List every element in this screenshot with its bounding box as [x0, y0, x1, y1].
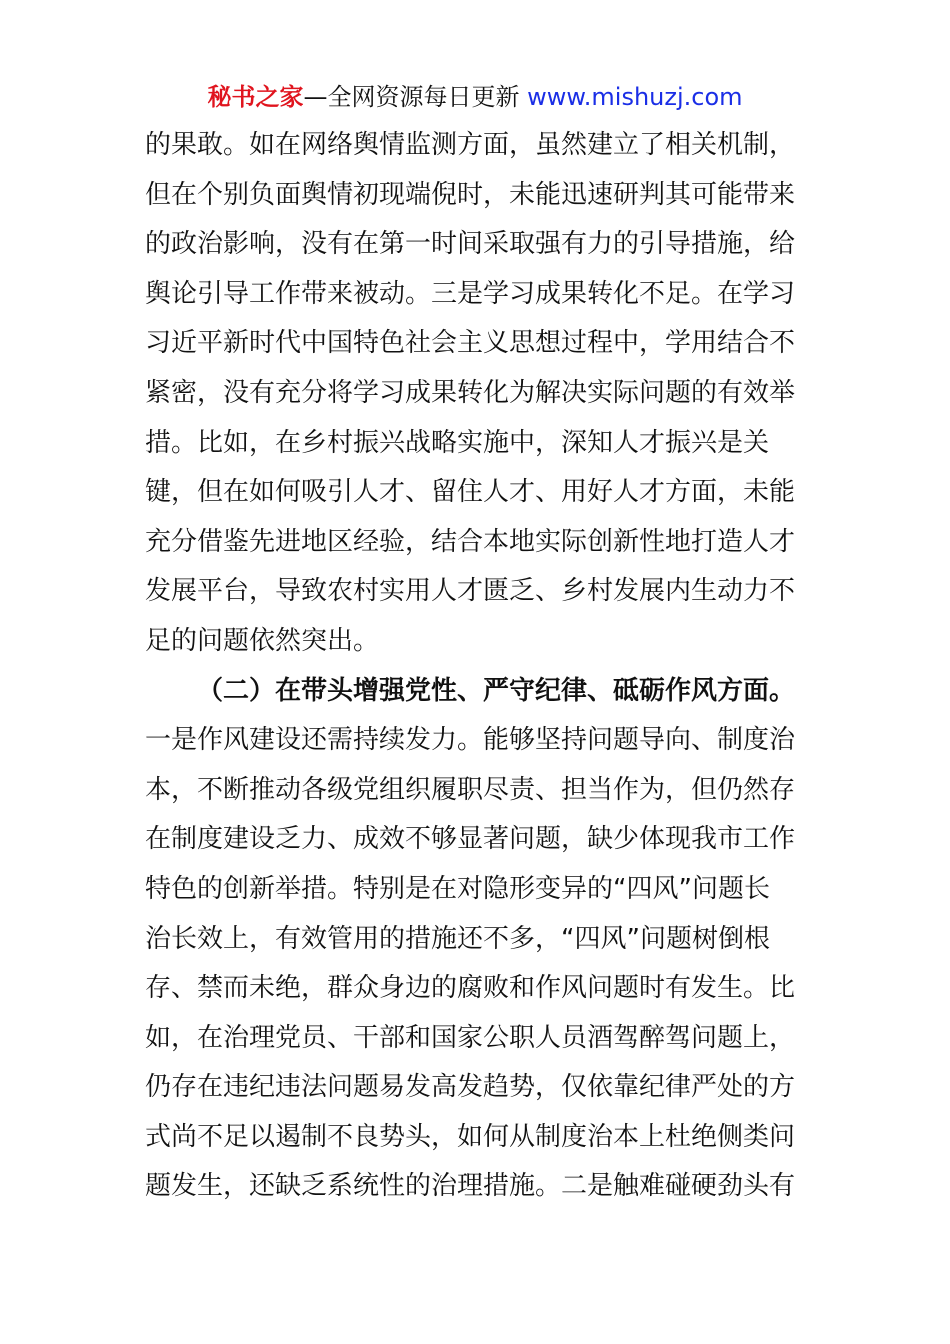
- text-line: 特色的创新举措。特别是在对隐形变异的“四风”问题长: [145, 873, 770, 904]
- text-line: 紧密，没有充分将学习成果转化为解决实际问题的有效举: [145, 377, 796, 408]
- text-line: 的政治影响，没有在第一时间采取强有力的引导措施，给: [145, 229, 796, 260]
- header-tagline: —全网资源每日更新: [303, 83, 528, 111]
- section-heading: （二）在带头增强党性、严守纪律、砥砺作风方面。: [197, 675, 796, 706]
- text-line: 存、禁而未绝，群众身边的腐败和作风问题时有发生。比: [145, 973, 796, 1004]
- text-line: 治长效上，有效管用的措施还不多，“四风”问题树倒根: [145, 923, 770, 954]
- text-line: 本，不断推动各级党组织履职尽责、担当作为，但仍然存: [145, 774, 796, 805]
- text-line: 措。比如，在乡村振兴战略实施中，深知人才振兴是关: [145, 427, 770, 458]
- text-line: 发展平台，导致农村实用人才匮乏、乡村发展内生动力不: [145, 576, 796, 607]
- header-site-link[interactable]: www.mishuzj.com: [527, 83, 743, 111]
- text-line: 舆论引导工作带来被动。三是学习成果转化不足。在学习: [145, 278, 796, 309]
- text-line: 键，但在如何吸引人才、留住人才、用好人才方面，未能: [145, 477, 796, 508]
- text-line: 式尚不足以遏制不良势头，如何从制度治本上杜绝侧类问: [145, 1121, 796, 1152]
- header-brand: 秘书之家: [207, 83, 304, 111]
- page-header: [0, 80, 950, 114]
- text-line: 题发生，还缺乏系统性的治理措施。二是触难碰硬劲头有: [145, 1171, 796, 1202]
- text-line: 充分借鉴先进地区经验，结合本地实际创新性地打造人才: [145, 526, 796, 557]
- text-line: 但在个别负面舆情初现端倪时，未能迅速研判其可能带来: [145, 179, 796, 210]
- text-line: 一是作风建设还需持续发力。能够坚持问题导向、制度治: [145, 725, 796, 756]
- text-line: 的果敢。如在网络舆情监测方面，虽然建立了相关机制，: [145, 130, 796, 160]
- text-line: 在制度建设乏力、成效不够显著问题，缺少体现我市工作: [145, 824, 796, 855]
- text-line: 习近平新时代中国特色社会主义思想过程中，学用结合不: [145, 328, 796, 359]
- text-line: 足的问题依然突出。: [145, 625, 380, 656]
- text-line: 仍存在违纪违法问题易发高发趋势，仅依靠纪律严处的方: [145, 1072, 796, 1103]
- text-line: 如，在治理党员、干部和国家公职人员酒驾醉驾问题上，: [145, 1022, 796, 1053]
- document-body: [145, 121, 815, 1212]
